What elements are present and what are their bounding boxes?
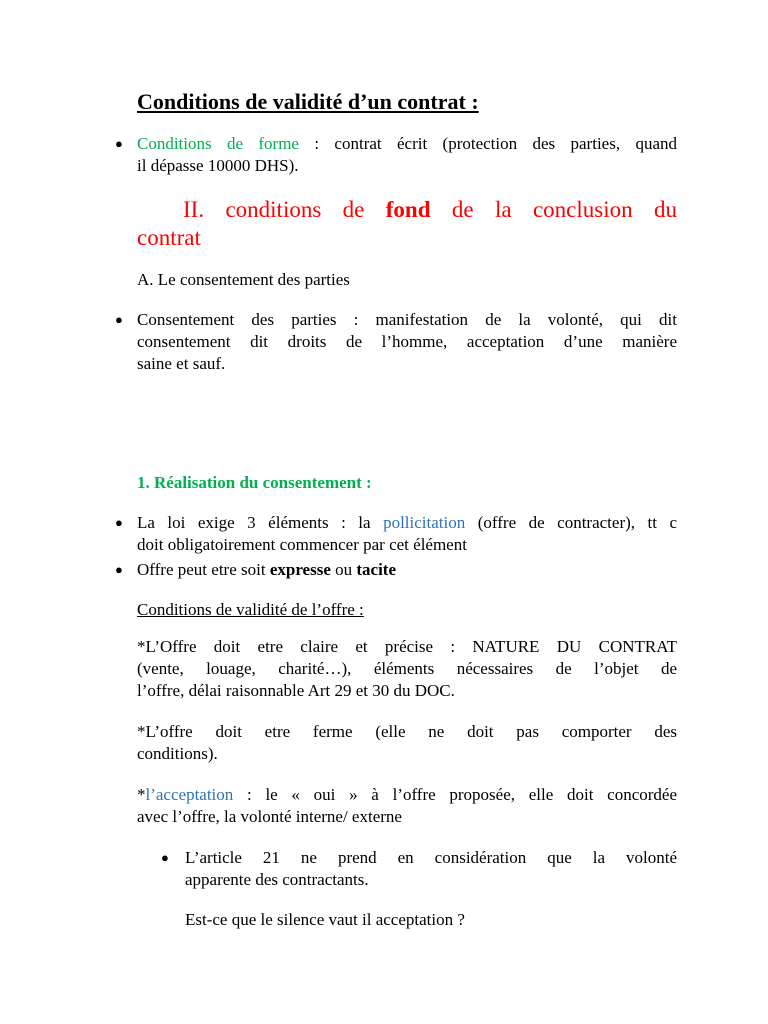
conditions-forme-label: Conditions de forme [137, 134, 299, 153]
bullet-dot: ● [115, 562, 123, 577]
claire-line-3: l’offre, délai raisonnable Art 29 et 30 du DOC. [137, 681, 455, 700]
loi-text-before: La loi exige 3 éléments : la [137, 513, 384, 532]
bullet-dot: ● [115, 136, 123, 151]
bullet-dot: ● [115, 312, 123, 327]
bullet-dot: ● [115, 515, 123, 530]
bullet-loi-exige [137, 512, 677, 556]
subsection-a [137, 269, 350, 291]
offre-text-mid: ou [330, 560, 357, 579]
acceptation-star: * [137, 785, 146, 804]
offre-expresse: expresse [269, 560, 331, 579]
section-ii-suffix: de la conclusion du [430, 197, 677, 222]
loi-text-after: (offre de contracter), tt c [465, 513, 677, 532]
heading-validite-offre: Conditions de validité de l’offre : [137, 600, 364, 619]
conditions-forme-text-1: : contrat écrit (protection des parties, quand [298, 134, 677, 153]
subsection-a-marker: A. [137, 270, 154, 289]
acceptation-line-2: avec l’offre, la volonté interne/ externe [137, 807, 402, 826]
section-ii-bold-word: fond [385, 197, 431, 222]
article21-line-1: L’article 21 ne prend en considération que la volonté [185, 848, 677, 867]
offre-tacite: tacite [356, 560, 397, 579]
section-ii-prefix: II. conditions de [183, 197, 386, 222]
section-ii-heading [137, 196, 677, 252]
question-silence: Est-ce que le silence vaut il acceptation ? [185, 910, 465, 929]
consentement-line-2: consentement dit droits de l’homme, acceptation d’une manière [137, 332, 677, 351]
step-1-text: Réalisation du consentement : [154, 473, 372, 492]
consentement-line-3: saine et sauf. [137, 354, 226, 373]
step-1-heading [137, 472, 372, 494]
bullet-article-21 [185, 847, 677, 891]
document-title: Conditions de validité d’un contrat : [137, 89, 479, 114]
consentement-line-1: Consentement des parties : manifestation de la volonté, qui dit [137, 310, 677, 329]
section-ii-line2: contrat [137, 225, 201, 250]
loi-line-2: doit obligatoirement commencer par cet élément [137, 535, 467, 554]
bullet-conditions-forme [137, 133, 677, 177]
para-offre-claire [137, 636, 677, 702]
bullet-dot: ● [161, 850, 169, 865]
para-offre-ferme [137, 721, 677, 765]
acceptation-term: l’acceptation [145, 785, 234, 804]
subsection-a-text: Le consentement des parties [157, 270, 350, 289]
bullet-consentement [137, 309, 677, 375]
step-1-number: 1. [137, 473, 150, 492]
ferme-line-1: *L’offre doit etre ferme (elle ne doit pas comporter des [137, 722, 677, 741]
bullet-offre [137, 559, 396, 581]
ferme-line-2: conditions). [137, 744, 218, 763]
para-acceptation [137, 784, 677, 828]
pollicitation-term: pollicitation [383, 513, 466, 532]
claire-line-2: (vente, louage, charité…), éléments nécessaires de l’objet de [137, 659, 677, 678]
acceptation-line-1-rest: : le « oui » à l’offre proposée, elle doit concordée [233, 785, 677, 804]
article21-line-2: apparente des contractants. [185, 870, 369, 889]
offre-text-before: Offre peut etre soit [137, 560, 270, 579]
conditions-forme-text-2: il dépasse 10000 DHS). [137, 156, 299, 175]
claire-line-1: *L’Offre doit etre claire et précise : NATURE DU CONTRAT [137, 637, 677, 656]
